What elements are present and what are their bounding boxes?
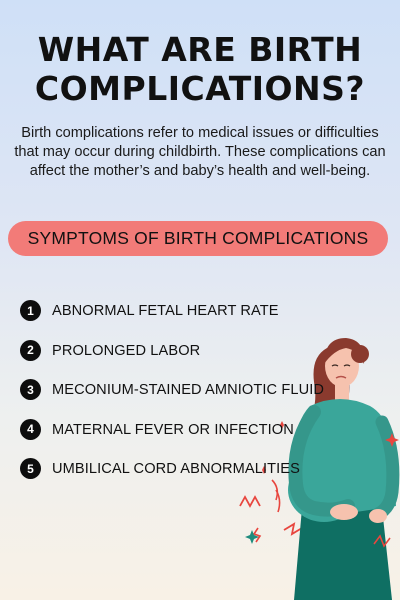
title-line-2: COMPLICATIONS? [34,69,366,108]
intro-paragraph: Birth complications refer to medical issues or difficulties that may occur during childbirth. These complications can affect the mother’s and baby’s health and well-being. [14,125,386,179]
title-line-1: WHAT ARE BIRTH [37,30,363,69]
symptom-label: MATERNAL FEVER OR INFECTION [52,421,294,438]
number-badge: 2 [20,340,41,361]
symptom-label: UMBILICAL CORD ABNORMALITIES [52,461,300,477]
number-badge: 1 [20,300,41,321]
hair-bun [351,345,369,363]
number-badge: 3 [20,379,41,400]
number-badge: 5 [20,458,41,479]
hand-on-back [369,509,387,523]
page-title [0,30,400,108]
symptom-label: ABNORMAL FETAL HEART RATE [52,303,279,319]
section-heading: SYMPTOMS OF BIRTH COMPLICATIONS [27,228,369,248]
pain-zigzag-left [240,497,260,506]
hand-on-belly [330,504,358,520]
number-badge: 4 [20,419,41,440]
pain-zigzag-bottom [284,524,302,534]
symptom-label: PROLONGED LABOR [52,342,201,359]
pain-mark-left-small [254,528,260,542]
section-heading-pill [8,221,388,256]
symptom-label: MECONIUM-STAINED AMNIOTIC FLUID [52,382,325,398]
